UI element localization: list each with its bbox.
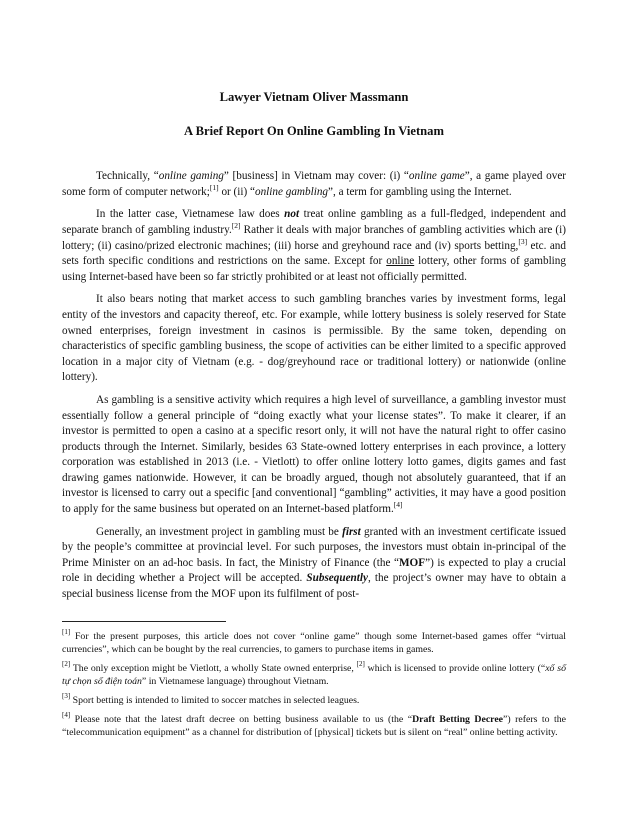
paragraph-4: As gambling is a sensitive activity which requires a high level of surveillance, a gambling investor must essentially follow a general principle of “doing exactly what your license states”. To make it clearer, if an investor is permitted to open a casino at a specific resort only, it will not have the natural right to offer casino products through the Internet. Similarly, besides 63 State-owned lottery enterprises in each province, a lottery corporation was established in 2013 (i.e. - Vietlott) to offer online lottery lotto games, digits games and fast drawing games nationwide. However, it can be broadly argued, though not absolutely guaranteed, that if an investor is licensed to carry out a specific [and conventional] “gambling” activities, it may have a good position to apply for the same business but operated on an Internet-based platform.[4] [62,393,566,516]
footnote-ref-2[interactable]: [2] [231,220,241,230]
document-title: A Brief Report On Online Gambling In Vietnam [184,123,444,138]
paragraph-3: It also bears noting that market access to such gambling branches varies by investment forms, legal entity of the investors and capacity thereof, etc. For example, while lottery business is solely reserved for State owned enterprises, foreign investment in casinos is permissible. By the same token, depending on characteristics of specific gambling business, the scope of activities can be either limited to a specific approved location in a major city of Vietnam (e.g. - dog/greyhound race or traditional lottery) or nationwide (online lottery). [62,293,566,384]
footnote-ref-4[interactable]: [4] [393,500,403,510]
footnote-ref-1[interactable]: [1] [209,182,219,192]
footnotes [62,627,566,740]
footnote-separator [62,621,226,622]
document-body [62,169,566,602]
paragraph-1: Technically, “online gaming” [business] in Vietnam may cover: (i) “online game”, a game played over some form of computer network;[1] or (ii) “online gambling”, a term for gambling using the Internet. [62,170,567,198]
footnote-2: [2] The only exception might be Vietlott, a wholly State owned enterprise, [2] which is licensed to provide online lottery (“xổ số tự chọn số điện toán” in Vietnamese language) throughout Vietnam. [62,659,566,688]
paragraph-5: Generally, an investment project in gambling must be first granted with an investment certificate issued by the people’s committee at provincial level. For such purposes, the investors must obtain in-principal of the Prime Minister on an ad-hoc basis. In fact, the Ministry of Finance (the “MOF”) is expected to play a crucial role in deciding whether a Project will be accepted. Subsequently, the project’s owner may have to obtain a special business license from the MOF upon its fulfilment of post- [62,525,566,601]
footnote-ref-3[interactable]: [3] [518,236,528,246]
paragraph-2: In the latter case, Vietnamese law does not treat online gambling as a full-fledged, independent and separate branch of gambling industry.[2] Rather it deals with major branches of gambling activities which are (i) lottery; (ii) casino/prized electronic machines; (iii) horse and greyhound race and (iv) sports betting,[3] etc. and sets forth specific conditions and restrictions on the same. Except for online lottery, other forms of gambling using Internet-based have been so far strictly prohibited or at least not officially permitted. [62,208,566,283]
footnote-4: [4] Please note that the latest draft decree on betting business available to us (the “Draft Betting Decree”) refers to the “telecommunication equipment” as a channel for distribution of [physical] tickets but is silent on “real” online betting activity. [62,710,566,739]
document-author-title: Lawyer Vietnam Oliver Massmann [219,90,409,104]
footnote-1: [1] For the present purposes, this article does not cover “online game” though some Internet-based games offer “virtual currencies”, which can be bought by the real currencies, to gamers to purchase items in games. [62,627,566,656]
footnote-3: [3] Sport betting is intended to limited to soccer matches in selected leagues. [62,692,360,706]
